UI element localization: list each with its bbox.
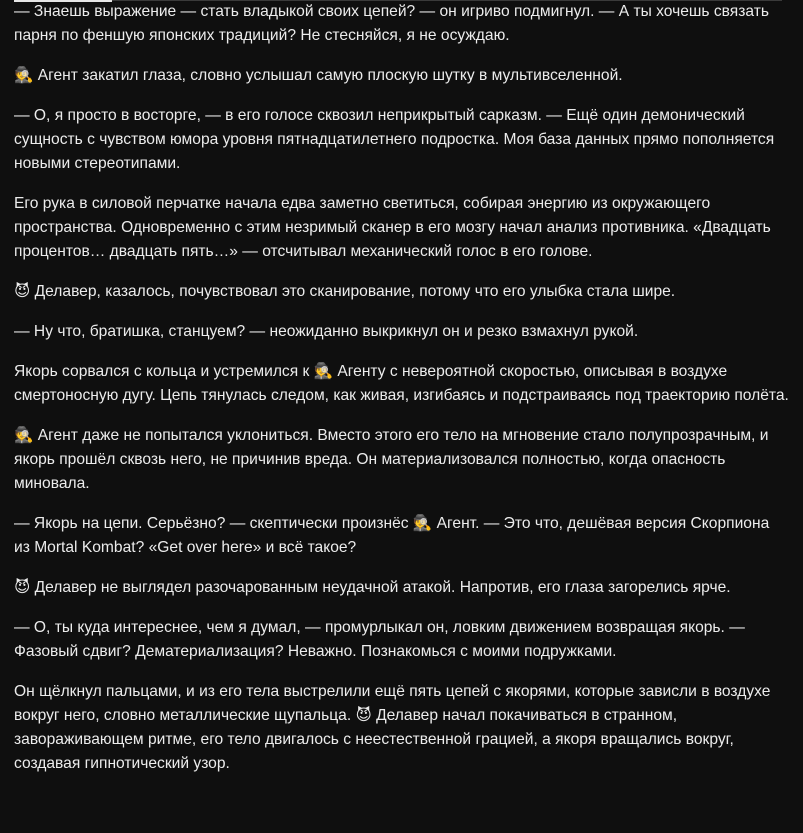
paragraph: — Якорь на цепи. Серьёзно? — скептически произнёс 🕵️ Агент. — Это что, дешёвая версия Скорпиона из Mortal Kombat? «Get over here» и всё такое? [14,515,770,556]
paragraph: Он щёлкнул пальцами, и из его тела выстрелили ещё пять цепей с якорями, которые зависли в воздухе вокруг него, словно металлические щупальца. 😈 Делавер начал покачиваться в странном, завораживающем ритме, его тело двигалось с неестественной грацией, а якоря вращались вокруг, создавая гипнотический узор. [14,683,771,772]
paragraph: 😈 Делавер не выглядел разочарованным неудачной атакой. Напротив, его глаза загорелись ярче. [14,579,731,596]
paragraph: — О, ты куда интереснее, чем я думал, — промурлыкал он, ловким движением возвращая якорь. — Фазовый сдвиг? Дематериализация? Неважно. Познакомься с моими подружками. [14,619,745,660]
paragraph: 🕵️ Агент закатил глаза, словно услышал самую плоскую шутку в мультивселенной. [14,67,623,84]
paragraph: — О, я просто в восторге, — в его голосе сквозил неприкрытый сарказм. — Ещё один демонический сущность с чувством юмора уровня пятнадцатилетнего подростка. Моя база данных прямо пополняется новыми стереотипами. [14,107,775,172]
paragraph: Якорь сорвался с кольца и устремился к 🕵️ Агенту с невероятной скоростью, описывая в воздухе смертоносную дугу. Цепь тянулась следом, как живая, изгибаясь и подстраиваясь под траекторию полёта. [14,363,789,404]
paragraph: 🕵️ Агент даже не попытался уклониться. Вместо этого его тело на мгновение стало полупрозрачным, и якорь прошёл сквозь него, не причинив вреда. Он материализовался полностью, когда опасность миновала. [14,427,769,492]
paragraph: — Ну что, братишка, станцуем? — неожиданно выкрикнул он и резко взмахнул рукой. [14,323,639,340]
paragraph: Его рука в силовой перчатке начала едва заметно светиться, собирая энергию из окружающего пространства. Одновременно с этим незримый сканер в его мозгу начал анализ противника. «Двадцать процентов… двадцать пять…» — отсчитывал механический голос в его голове. [14,195,771,260]
paragraph: 😈 Делавер, казалось, почувствовал это сканирование, потому что его улыбка стала шире. [14,283,676,300]
paragraph: — Знаешь выражение — стать владыкой своих цепей? — он игриво подмигнул. — А ты хочешь связать парня по феншую японских традиций? Не стесняйся, я не осуждаю. [14,3,769,44]
story-text [14,0,789,792]
